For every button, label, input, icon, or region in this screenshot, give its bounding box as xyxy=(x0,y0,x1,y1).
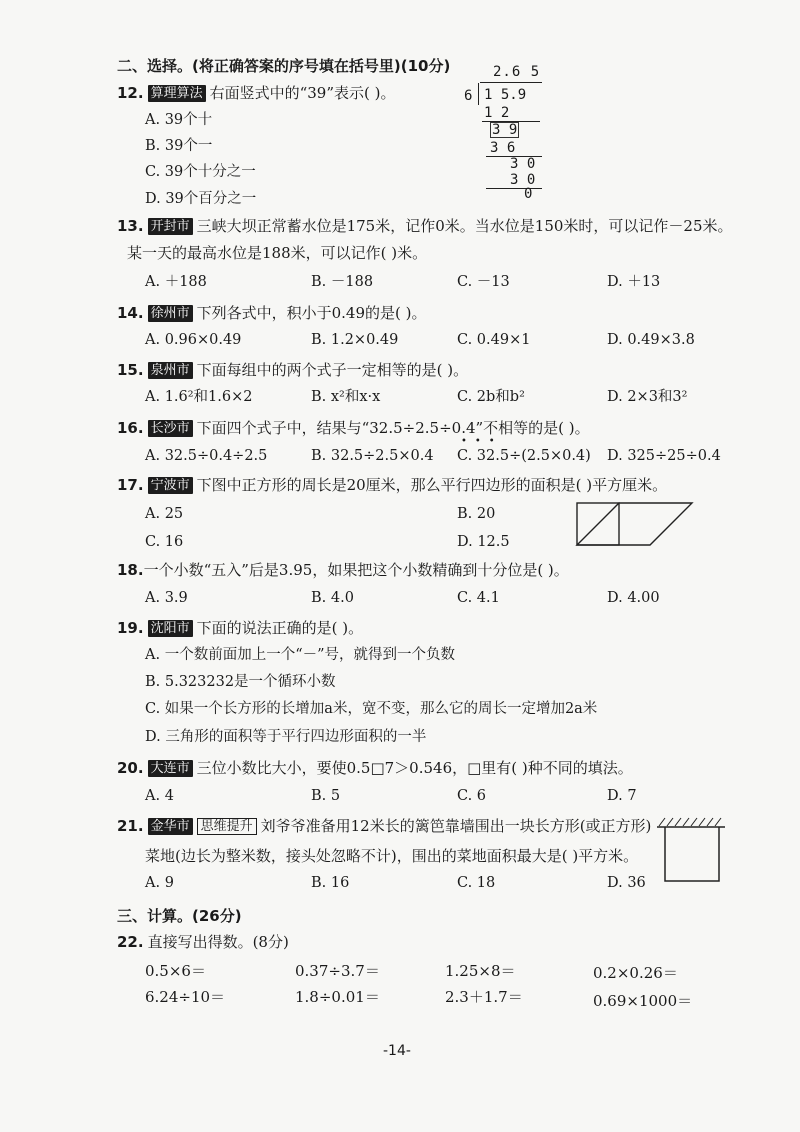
q21-option-a: A. 9 xyxy=(145,875,174,891)
emphasis-dots: ••• xyxy=(461,436,503,447)
question-12 xyxy=(117,82,396,104)
question-15 xyxy=(117,359,468,381)
q17-option-b: B. 20 xyxy=(457,506,496,522)
q16-option-b: B. 32.5÷2.5×0.4 xyxy=(311,448,434,464)
question-tag: 长沙市 xyxy=(148,420,193,437)
calc-item: 0.2×0.26＝ xyxy=(593,964,678,982)
division-bracket xyxy=(478,83,479,105)
question-19 xyxy=(117,617,363,639)
q21-option-b: B. 16 xyxy=(311,875,350,891)
division-bar xyxy=(480,82,542,83)
question-21-line-2: 菜地(边长为整米数，接头处忽略不计)，围出的菜地面积最大是( )平方米。 xyxy=(145,847,639,865)
q19-option-b: B. 5.323232是一个循环小数 xyxy=(145,674,336,690)
question-number: 16. xyxy=(117,419,144,437)
q13-option-a: A. ＋188 xyxy=(145,274,207,290)
q20-option-c: C. 6 xyxy=(457,788,487,804)
q21-option-d: D. 36 xyxy=(607,875,646,891)
q18-option-b: B. 4.0 xyxy=(311,590,354,606)
q16-option-c: C. 32.5÷(2.5×0.4) xyxy=(457,448,591,464)
fence-wall-figure xyxy=(655,815,727,885)
question-18 xyxy=(117,559,569,581)
question-13 xyxy=(117,215,733,237)
q15-option-d: D. 2×3和3² xyxy=(607,389,688,405)
calc-item: 0.69×1000＝ xyxy=(593,992,693,1010)
q21-option-c: C. 18 xyxy=(457,875,496,891)
q17-option-c: C. 16 xyxy=(145,534,184,550)
question-tag: 沈阳市 xyxy=(148,620,193,637)
q18-option-d: D. 4.00 xyxy=(607,590,660,606)
q20-option-d: D. 7 xyxy=(607,788,637,804)
question-number: 19. xyxy=(117,619,144,637)
question-text: 下面的说法正确的是( )。 xyxy=(196,619,364,637)
question-16 xyxy=(117,417,590,439)
q12-option-b: B. 39个一 xyxy=(145,138,213,154)
question-number: 14. xyxy=(117,304,144,322)
question-text: 一个小数“五入”后是3.95，如果把这个小数精确到十分位是( )。 xyxy=(143,561,569,579)
q18-option-c: C. 4.1 xyxy=(457,590,500,606)
question-17 xyxy=(117,474,667,496)
question-tag: 大连市 xyxy=(148,760,193,777)
q15-option-b: B. x²和x·x xyxy=(311,389,381,405)
q14-option-b: B. 1.2×0.49 xyxy=(311,332,399,348)
question-21 xyxy=(117,815,651,837)
question-20 xyxy=(117,757,633,779)
q19-option-c: C. 如果一个长方形的长增加a米，宽不变，那么它的周长一定增加2a米 xyxy=(145,701,598,717)
square-parallelogram-figure xyxy=(574,500,696,550)
question-text: 刘爷爷准备用12米长的篱笆靠墙围出一块长方形(或正方形) xyxy=(260,817,652,835)
q14-option-a: A. 0.96×0.49 xyxy=(145,332,242,348)
division-row-5: 3 0 xyxy=(510,172,536,188)
division-row-4: 3 0 xyxy=(510,156,536,172)
q15-option-a: A. 1.6²和1.6×2 xyxy=(145,389,253,405)
division-row-2-boxed: 3 9 xyxy=(492,122,518,138)
question-tag-secondary: 思维提升 xyxy=(197,818,257,835)
question-tag: 开封市 xyxy=(148,218,193,235)
q18-option-a: A. 3.9 xyxy=(145,590,188,606)
q17-option-a: A. 25 xyxy=(145,506,184,522)
question-14 xyxy=(117,302,426,324)
q19-option-d: D. 三角形的面积等于平行四边形面积的一半 xyxy=(145,729,427,745)
question-number: 12. xyxy=(117,84,144,102)
q19-option-a: A. 一个数前面加上一个“－”号，就得到一个负数 xyxy=(145,647,456,663)
question-number: 13. xyxy=(117,217,144,235)
question-number: 15. xyxy=(117,361,144,379)
calc-item: 1.8÷0.01＝ xyxy=(295,988,380,1006)
q13-option-d: D. ＋13 xyxy=(607,274,661,290)
q12-option-d: D. 39个百分之一 xyxy=(145,191,257,207)
question-text: 右面竖式中的“39”表示( )。 xyxy=(209,84,396,102)
question-text: 直接写出得数。(8分) xyxy=(147,933,289,951)
question-13-line-2: 某一天的最高水位是188米，可以记作( )米。 xyxy=(127,244,428,262)
division-line-3 xyxy=(486,188,542,189)
fence-rectangle xyxy=(665,827,719,881)
question-text: 下面每组中的两个式子一定相等的是( )。 xyxy=(196,361,469,379)
calc-item: 0.37÷3.7＝ xyxy=(295,962,380,980)
question-tag: 徐州市 xyxy=(148,305,193,322)
question-22 xyxy=(117,931,289,953)
page-number: -14- xyxy=(383,1043,411,1059)
division-row-3: 3 6 xyxy=(490,140,516,156)
question-number: 18. xyxy=(117,561,144,579)
question-tag: 宁波市 xyxy=(148,477,193,494)
q12-option-c: C. 39个十分之一 xyxy=(145,164,256,180)
parallelogram-shape xyxy=(577,503,692,545)
question-number: 20. xyxy=(117,759,144,777)
question-number: 17. xyxy=(117,476,144,494)
division-divisor: 6 xyxy=(464,88,473,104)
q16-option-d: D. 325÷25÷0.4 xyxy=(607,448,721,464)
q13-option-b: B. －188 xyxy=(311,274,374,290)
long-division-diagram xyxy=(460,64,560,204)
question-number: 21. xyxy=(117,817,144,835)
q14-option-d: D. 0.49×3.8 xyxy=(607,332,695,348)
q17-option-d: D. 12.5 xyxy=(457,534,510,550)
question-text: 下图中正方形的周长是20厘米，那么平行四边形的面积是( )平方厘米。 xyxy=(196,476,668,494)
division-dividend: 1 5.9 xyxy=(484,87,527,103)
q20-option-b: B. 5 xyxy=(311,788,341,804)
section-3-heading: 三、计算。(26分) xyxy=(117,907,242,925)
q15-option-c: C. 2b和b² xyxy=(457,389,525,405)
question-text: 下列各式中，积小于0.49的是( )。 xyxy=(196,304,427,322)
calc-item: 1.25×8＝ xyxy=(445,962,516,980)
wall-hatching xyxy=(659,818,721,826)
q16-option-a: A. 32.5÷0.4÷2.5 xyxy=(145,448,268,464)
q14-option-c: C. 0.49×1 xyxy=(457,332,531,348)
calc-item: 6.24÷10＝ xyxy=(145,988,226,1006)
question-text: 三峡大坝正常蓄水位是175米，记作0米。当水位是150米时，可以记作－25米。 xyxy=(196,217,733,235)
question-text: 下面四个式子中，结果与“32.5÷2.5÷0.4”不相等的是( )。 xyxy=(196,419,590,437)
question-tag: 泉州市 xyxy=(148,362,193,379)
q20-option-a: A. 4 xyxy=(145,788,174,804)
calc-item: 2.3＋1.7＝ xyxy=(445,988,523,1006)
question-text: 三位小数比大小，要使0.5□7＞0.546，□里有( )种不同的填法。 xyxy=(196,759,633,777)
division-row-1: 1 2 xyxy=(484,105,510,121)
question-tag: 金华市 xyxy=(148,818,193,835)
question-number: 22. xyxy=(117,933,144,951)
calc-item: 0.5×6＝ xyxy=(145,962,206,980)
section-2-heading: 二、选择。(将正确答案的序号填在括号里)(10分) xyxy=(117,57,451,75)
division-quotient: 2.6 5 xyxy=(493,64,541,80)
question-tag: 算理算法 xyxy=(148,85,206,102)
q13-option-c: C. －13 xyxy=(457,274,510,290)
q12-option-a: A. 39个十 xyxy=(145,112,213,128)
division-remainder: 0 xyxy=(524,186,533,202)
